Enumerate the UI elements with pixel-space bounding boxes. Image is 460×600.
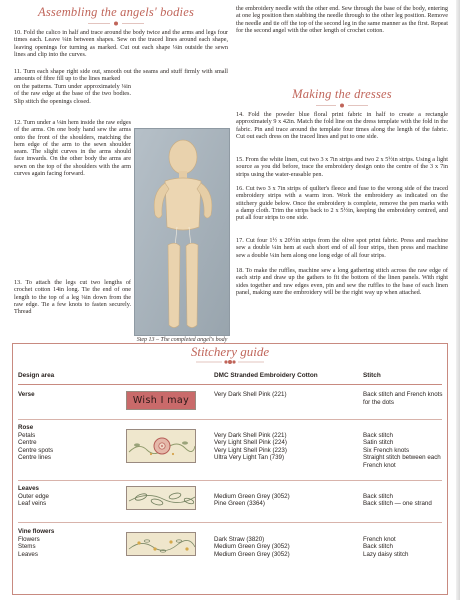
stitch-line: Back stitch: [363, 431, 393, 439]
vine-embroidery-swatch: [126, 532, 196, 556]
dresses-step-15: 15. From the white linen, cut two 3 x 7in strips and two 2 x 5½in strips. Using a light source as you did before, trace the embroidery design onto the centre of the 3 x 7in strips using the water-erasable pen.: [236, 156, 448, 178]
row-stitch: [363, 391, 443, 406]
guide-row-leaves: [18, 485, 442, 519]
stitch-line: Satin stitch: [363, 439, 394, 446]
subarea: Leaf veins: [18, 500, 47, 507]
area-name: Rose: [18, 424, 34, 431]
cotton-line: Very Dark Shell Pink (221): [214, 391, 287, 398]
stitch-line: Back stitch: [363, 543, 393, 550]
area-name: Vine flowers: [18, 528, 55, 535]
stitch-line: Back stitch and French knots for the dots: [363, 391, 443, 406]
dresses-step-17: 17. Cut four 1½ x 20½in strips from the olive spot print fabric. Press and machine sew a double ¼in hem at each short end of all four strips, then press and machine sew a double ¼in hem along one long edge of all four strips.: [236, 237, 448, 259]
row-cotton: [214, 432, 354, 462]
angels-step-10: 10. Fold the calico in half and trace around the body twice and the arms and legs four times each. Leave ¼in between shapes. Sew on the traced lines around each shape, leaving openings for turning as marked. Cut out each shape ⅛in outside the sewn lines and clip into the curves.: [14, 29, 228, 58]
leaves-embroidery-swatch: [126, 486, 196, 510]
stitch-line: Back stitch — one strand: [363, 500, 432, 507]
row-cotton: [214, 391, 354, 399]
title-ornament: [316, 103, 368, 108]
dresses-step-16: 16. Cut two 3 x 7in strips of quilter's fleece and fuse to the wrong side of the traced embroidery strips with a warm iron. Work the embroidery as indicated on the stitchery guide below. Once the embroidery is complete, remove the pen marks with a damp cloth. Trim the strips back to 2 x 5½in, keeping the embroidery centred, and put all four strips to one side.: [236, 185, 448, 222]
stitch-line: Straight stitch between each French knot: [363, 454, 441, 469]
row-swatch: [126, 391, 196, 410]
vine-motif-icon: [127, 533, 196, 556]
angels-step-13-continued: the embroidery needle with the other end. Sew through the base of the body, entering at one leg position then stabbing the needle through to the other leg position. Remove the needle and tie off the top of the second leg in the same manner as the first. Repeat for the second angel with the other length of crochet cotton.: [236, 5, 448, 34]
header-design-area: Design area: [18, 372, 55, 379]
dresses-step-18: 18. To make the ruffles, machine sew a long gathering stitch across the raw edge of each strip and draw up the gathers to fit the bottom of the linen panels. With right sides together and raw edges even, pin and sew the ruffles to the base of each linen panel, making sure the embroidery will be the right way up when attached.: [236, 267, 448, 296]
row-area: [18, 528, 108, 558]
cotton-line: Medium Green Grey (3052): [214, 550, 290, 558]
cotton-line: Ultra Very Light Tan (739): [214, 454, 285, 461]
area-name: Verse: [18, 391, 35, 398]
row-rule: [18, 480, 442, 481]
row-cotton: [214, 536, 354, 559]
title-ornament: [196, 359, 264, 365]
subarea: Centre lines: [18, 454, 52, 461]
cotton-line: Very Dark Shell Pink (221): [214, 431, 287, 439]
row-cotton: [214, 493, 354, 508]
photo-caption: Step 13 – The completed angel's body: [136, 337, 228, 343]
stitch-line: Back stitch: [363, 492, 393, 500]
guide-table-header: [18, 372, 442, 382]
dresses-section-title: Making the dresses: [292, 87, 392, 101]
cotton-line: Very Light Shell Pink (224): [214, 439, 287, 446]
verse-embroidery-swatch: [126, 391, 196, 410]
cotton-line: Dark Straw (3820): [214, 535, 265, 543]
area-name: Leaves: [18, 485, 39, 492]
angels-step-13: 13. To attach the legs cut two lengths of crochet cotton 14in long. Tie the end of one length to the top of a leg ⅛in down from the raw edge. Tie a few knots to fasten securely. Thread: [14, 279, 131, 316]
cotton-line: Medium Green Grey (3052): [214, 492, 290, 500]
subarea: Outer edge: [18, 492, 49, 500]
angels-step-12: 12. Turn under a ⅛in hem inside the raw edges of the arms. On one body hand sew the arms onto the front of the shoulders, matching the hem edge of the arm to the sewn shoulder seam. The slight curves in the arms should face inwards. On the other body the arms are sewn on the top of the shoulders with the arm curves again facing forward.: [14, 119, 131, 178]
stitch-line: French knot: [363, 535, 396, 543]
cotton-line: Very Light Shell Pink (223): [214, 446, 287, 454]
subarea: Stems: [18, 543, 36, 550]
row-swatch: [126, 486, 196, 510]
cotton-line: Medium Green Grey (3052): [214, 543, 290, 550]
header-rule: [18, 384, 442, 385]
header-stitch: Stitch: [363, 372, 381, 379]
angels-step-11-lead: 11. Turn each shape right side out, smooth out the seams and stuff firmly with small amounts of fibre fill up to the lines marked: [14, 68, 228, 83]
row-stitch: [363, 536, 443, 559]
verse-swatch-text: Wish I may: [132, 394, 190, 406]
guide-row-vine-flowers: [18, 528, 442, 568]
row-rule: [18, 419, 442, 420]
row-swatch: [126, 532, 196, 556]
row-swatch: [126, 429, 196, 463]
guide-row-verse: [18, 391, 442, 419]
rose-embroidery-swatch: [126, 429, 196, 463]
subarea: Centre spots: [18, 446, 54, 454]
row-stitch: [363, 493, 443, 508]
subarea: Leaves: [18, 550, 38, 558]
subarea: Centre: [18, 439, 37, 446]
subarea: Flowers: [18, 535, 40, 543]
title-ornament: [88, 21, 144, 26]
dresses-step-14: 14. Fold the powder blue floral print fabric in half to create a rectangle approximately 9 x 42in. Match the fold line on the dress template with the fold in the fabric. Pin and trace around the template four times along the length of the fabric. Cut out each dress on the traced lines and put to one side.: [236, 111, 448, 140]
angels-section-title: Assembling the angels' bodies: [37, 5, 195, 19]
subarea: Petals: [18, 431, 36, 439]
stitch-line: Lazy daisy stitch: [363, 550, 409, 558]
doll-body-illustration: [135, 129, 230, 336]
header-dmc-cotton: DMC Stranded Embroidery Cotton: [214, 372, 318, 379]
row-area: [18, 391, 108, 399]
angels-step-11-rest: on the patterns. Turn under approximately ⅛in of the raw edge at the base of the two bodies. Slip stitch the openings closed.: [14, 83, 131, 105]
guide-row-rose: [18, 424, 442, 474]
row-area: [18, 424, 108, 462]
row-area: [18, 485, 108, 508]
stitch-line: Six French knots: [363, 446, 410, 454]
page-edge: [456, 0, 460, 600]
doll-body-photo: [134, 128, 230, 336]
cotton-line: Pine Green (3364): [214, 500, 265, 507]
rose-motif-icon: [127, 430, 196, 463]
leaf-motif-icon: [127, 487, 196, 510]
row-stitch: [363, 432, 443, 470]
row-rule: [18, 522, 442, 523]
stitchery-guide-title: Stitchery guide: [190, 344, 270, 359]
